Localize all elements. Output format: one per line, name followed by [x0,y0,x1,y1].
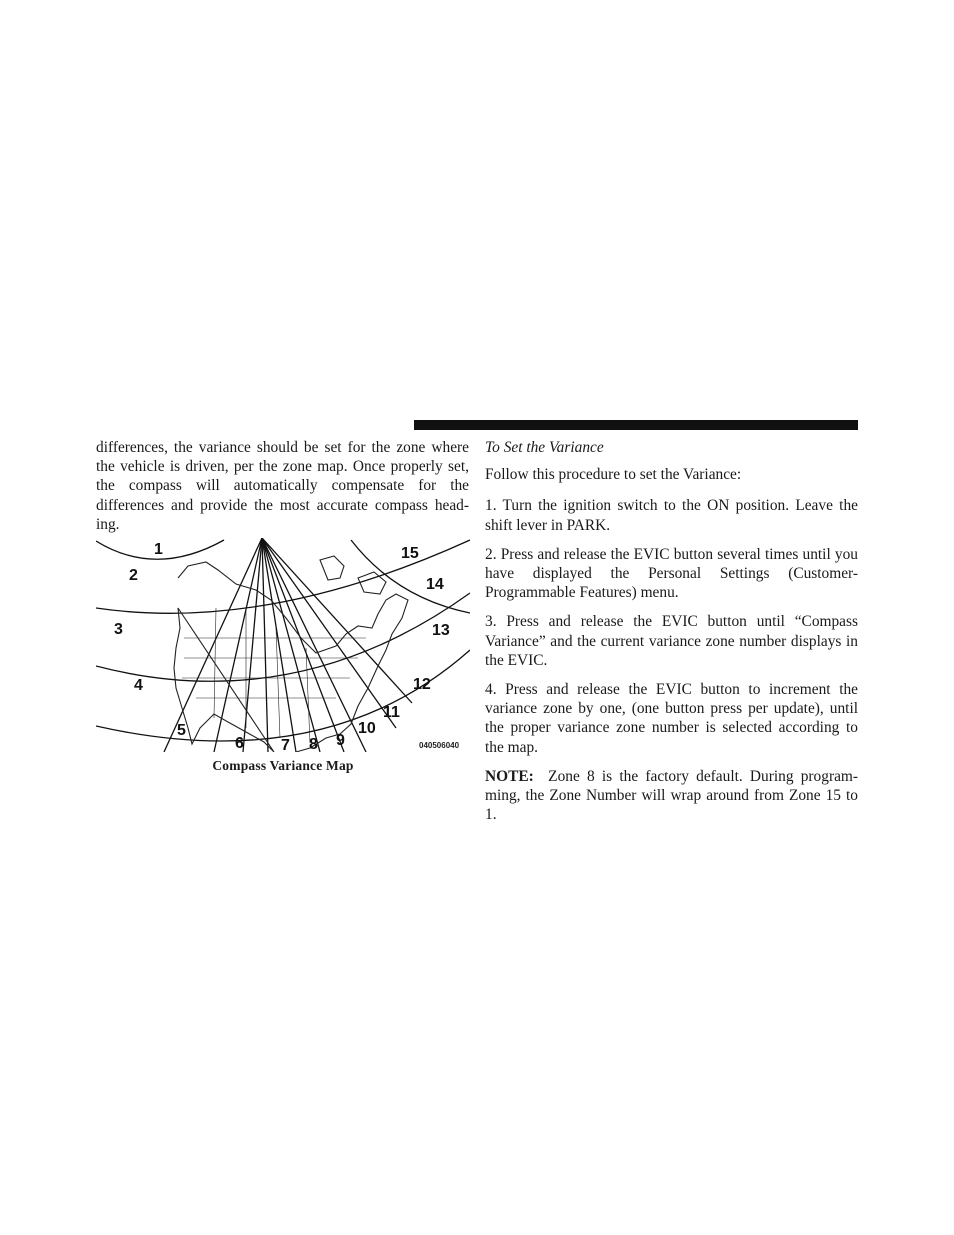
zone-line [262,538,344,752]
figure-code: 040506040 [419,741,460,750]
step-4: 4. Press and release the EVIC button to increment the variance zone by one, (one button press per update), until the proper variance zone number is selected according to the map. [485,681,858,756]
procedure-intro: Follow this procedure to set the Variance: [485,466,742,484]
compass-variance-map [96,538,470,752]
zone-label: 11 [383,704,400,721]
zone-label: 4 [134,677,143,694]
right-column [485,438,858,832]
zone-label: 5 [177,722,186,739]
zone-label: 2 [129,567,138,584]
zone-label: 7 [281,737,290,752]
zone-label: 6 [235,735,244,752]
zone-line [214,538,262,752]
section-header-bar [414,420,858,430]
section-heading: To Set the Variance [485,439,604,456]
zone-label: 1 [154,541,163,558]
note-text: Zone 8 is the factory default. During program-ming, the Zone Number will wrap around from Zone 15 to 1. [485,767,859,824]
note-label: NOTE: [485,767,534,785]
intro-paragraph: differences, the variance should be set for the zone where the vehicle is driven, per the zone map. Once properly set, the compass will automatically compensate for the differences and provide the most accurate compass head-ing. [96,439,469,533]
zone-label: 12 [413,676,431,693]
zone-label: 8 [309,736,318,752]
zone-line [164,538,262,752]
step-1: 1. Turn the ignition switch to the ON position. Leave the shift lever in PARK. [485,497,858,534]
zone-label: 9 [336,732,345,749]
figure-caption: Compass Variance Map [212,758,354,773]
zone-label: 14 [426,576,444,593]
note [485,767,858,825]
left-column [96,438,469,534]
zone-label: 15 [401,545,419,562]
zone-label: 13 [432,622,450,639]
step-2: 2. Press and release the EVIC button several times until you have displayed the Personal Settings (Customer-Programmable Features) menu. [485,545,858,602]
zone-label: 3 [114,621,123,638]
zone-label: 10 [358,720,376,737]
step-3: 3. Press and release the EVIC button until “Compass Variance” and the current variance zone number displays in the EVIC. [485,613,858,669]
map-illustration [96,538,470,752]
zone-line [262,538,366,752]
